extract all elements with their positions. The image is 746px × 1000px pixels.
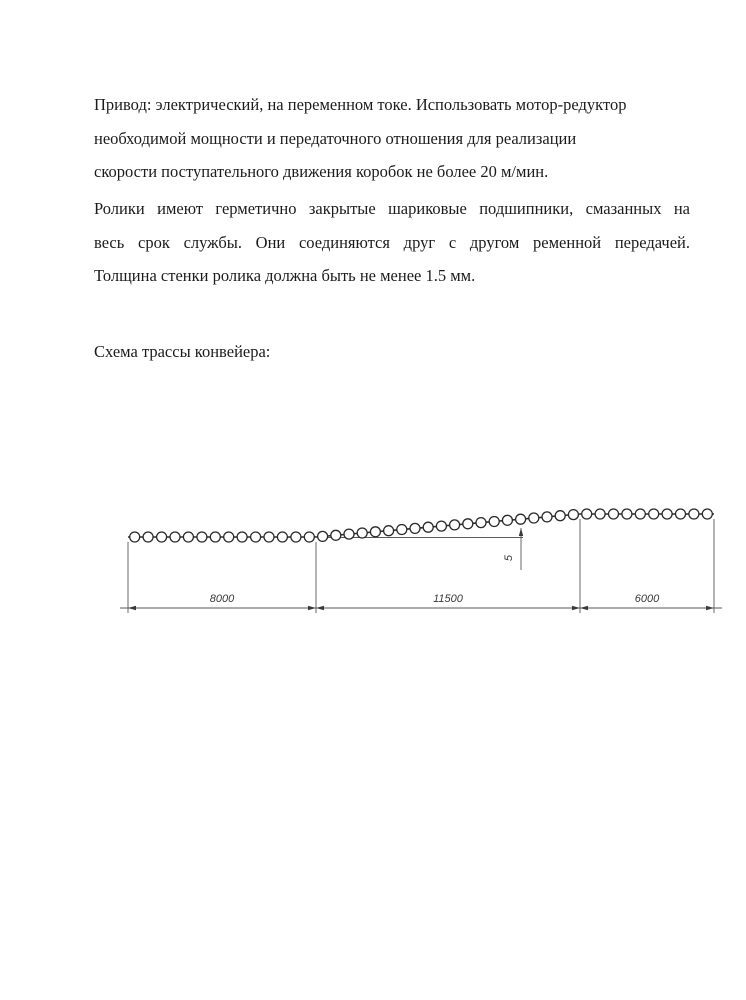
roller (529, 513, 539, 523)
roller (689, 509, 699, 519)
roller (555, 511, 565, 521)
roller (423, 522, 433, 532)
roller (410, 523, 420, 533)
roller (224, 532, 234, 542)
text-line: Ролики имеют герметично закрытые шариковые подшипники, смазанных на (94, 199, 690, 218)
roller (516, 514, 526, 524)
rise-dimension-label: 5 (503, 554, 515, 562)
roller (476, 518, 486, 528)
roller (143, 532, 153, 542)
dimension-label: 11500 (433, 593, 463, 605)
dimension-arrow-icon (572, 606, 580, 610)
roller (635, 509, 645, 519)
roller (489, 517, 499, 527)
roller (357, 528, 367, 538)
roller (183, 532, 193, 542)
text-line: Схема трассы конвейера: (94, 342, 271, 361)
roller (304, 532, 314, 542)
roller (237, 532, 247, 542)
text-line: весь срок службы. Они соединяются друг с другом ременной передачей. (94, 232, 690, 252)
roller (370, 527, 380, 537)
text-line: необходимой мощности и передаточного отношения для реализации (94, 128, 577, 148)
dimension-label: 8000 (209, 593, 235, 605)
dimension-arrow-icon (316, 606, 324, 610)
dimension-arrow-icon (706, 606, 714, 610)
roller (450, 520, 460, 530)
text-line: Привод: электрический, на переменном токе. Использовать мотор-редуктор (94, 95, 627, 114)
roller (157, 532, 167, 542)
conveyor-line (316, 514, 580, 537)
roller (197, 532, 207, 542)
roller (397, 525, 407, 535)
roller (291, 532, 301, 542)
roller (582, 509, 592, 519)
roller (277, 532, 287, 542)
roller (662, 509, 672, 519)
roller (649, 509, 659, 519)
dimension-arrow-icon (308, 606, 316, 610)
roller (170, 532, 180, 542)
roller (542, 512, 552, 522)
roller (210, 532, 220, 542)
roller (463, 519, 473, 529)
roller (384, 526, 394, 536)
roller (622, 509, 632, 519)
roller (702, 509, 712, 519)
roller (318, 531, 328, 541)
roller (609, 509, 619, 519)
dimension-arrow-icon (128, 606, 136, 610)
roller (130, 532, 140, 542)
text-line: скорости поступательного движения коробок не более 20 м/мин. (94, 162, 549, 181)
roller (251, 532, 261, 542)
roller (264, 532, 274, 542)
dimension-arrow-icon (580, 606, 588, 610)
roller (568, 510, 578, 520)
text-line: Толщина стенки ролика должна быть не менее 1.5 мм. (94, 266, 476, 285)
roller (344, 529, 354, 539)
roller (595, 509, 605, 519)
roller (676, 509, 686, 519)
dimension-arrow-icon (519, 528, 523, 536)
roller (331, 530, 341, 540)
roller (436, 521, 446, 531)
dimension-label: 6000 (634, 593, 660, 605)
roller (502, 515, 512, 525)
